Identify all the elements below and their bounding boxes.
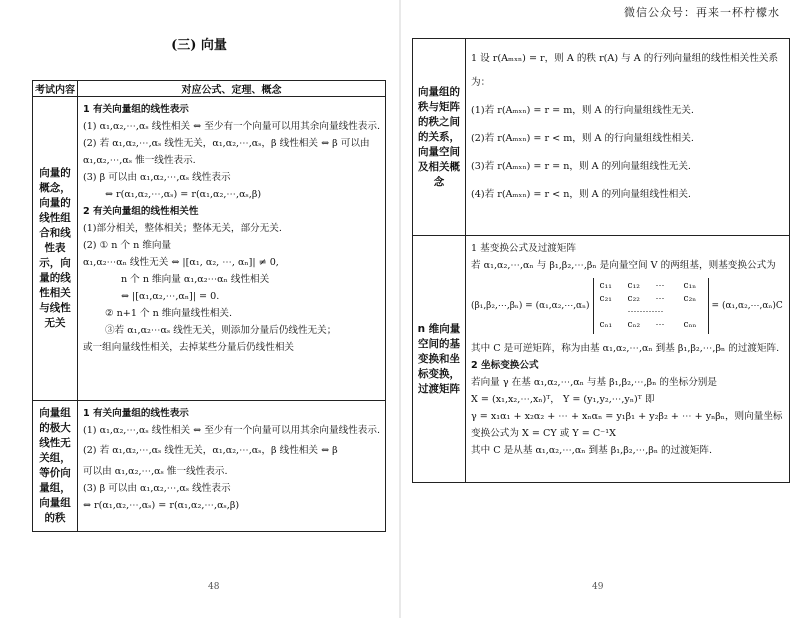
formula-line: (1)若 r(Aₘₓₙ) = r = m，则 A 的行向量组线性无关. xyxy=(471,105,694,116)
left-page xyxy=(0,0,398,618)
formula-line: n 个 n 维向量 α₁,α₂⋯αₙ 线性相关 xyxy=(120,274,270,285)
formula-line: 或一组向量线性相关，去掉某些分量后仍线性相关 xyxy=(82,342,295,353)
formula-line: α₁,α₂⋯αₙ 线性无关 ⇔ |[α₁, α₂, ⋯, αₙ]| ≠ 0, xyxy=(82,257,279,268)
formula-line: (3) β 可以由 α₁,α₂,⋯,αₛ 线性表示 xyxy=(82,483,231,494)
matrix-row xyxy=(600,306,702,319)
matrix-cell: c₁ₙ xyxy=(683,281,697,291)
category-cell xyxy=(413,39,466,236)
formula-line: 1 设 r(Aₘₓₙ) = r，则 A 的秩 r(A) 与 A 的行列向量组的线性相关性关系 xyxy=(471,53,779,64)
col-head-content: 考试内容 xyxy=(33,81,78,97)
formula-line: γ = x₁α₁ + x₂α₂ + ⋯ + xₙαₙ = y₁β₁ + y₂β₂ + ⋯ + yₙβₙ，则向量坐标 xyxy=(471,411,783,422)
formula-line: 若向量 γ 在基 α₁,α₂,⋯,αₙ 与基 β₁,β₂,⋯,βₙ 的坐标分别是 xyxy=(471,377,717,388)
category-cell xyxy=(33,401,78,532)
matrix-cell: ⋯ xyxy=(655,294,665,304)
transition-matrix xyxy=(471,278,784,334)
subheading: 1 有关向量组的线性表示 xyxy=(82,408,189,419)
formula-line: 可以由 α₁,α₂,⋯,αₛ 惟一线性表示. xyxy=(82,466,228,477)
formula-line: (2) 若 α₁,α₂,⋯,αₛ 线性无关，α₁,α₂,⋯,αₛ，β 线性相关 ⇔ β 可以由 xyxy=(82,138,370,149)
watermark: 微信公众号：再来一杯柠檬水 xyxy=(624,6,780,19)
category-label: n 维向量空间的基变换和坐标变换，过渡矩阵 xyxy=(417,322,461,395)
formula-line: (1)部分相关，整体相关；整体无关，部分无关. xyxy=(82,223,282,234)
formula-line: 若 α₁,α₂,⋯,αₙ 与 β₁,β₂,⋯,βₙ 是向量空间 V 的两组基，则基变换公式为 xyxy=(471,260,776,271)
matrix-cell: ⋯ xyxy=(655,281,665,291)
section-title: (三) 向量 xyxy=(171,38,227,53)
formula-line: (2)若 r(Aₘₓₙ) = r < m，则 A 的行向量组线性相关. xyxy=(471,133,694,144)
formula-line: 其中 C 是从基 α₁,α₂,⋯,αₙ 到基 β₁,β₂,⋯,βₙ 的过渡矩阵. xyxy=(471,445,713,456)
page-divider xyxy=(399,0,401,618)
formula-line: (4)若 r(Aₘₓₙ) = r < n，则 A 的列向量组线性相关. xyxy=(471,189,691,200)
formula-cell xyxy=(466,39,790,236)
left-table xyxy=(32,80,386,532)
matrix-grid xyxy=(593,278,709,334)
matrix-cell: c₂₂ xyxy=(627,294,640,304)
formula-line: 其中 C 是可逆矩阵，称为由基 α₁,α₂,⋯,αₙ 到基 β₁,β₂,⋯,βₙ 的过渡矩阵. xyxy=(471,343,780,354)
matrix-cell: cₙ₁ xyxy=(599,320,613,330)
formula-line: 变换公式为 X = CY 或 Y = C⁻¹X xyxy=(471,428,616,439)
formula-line: 为： xyxy=(471,77,491,88)
matrix-cell: cₙₙ xyxy=(683,320,697,330)
formula-cell xyxy=(466,236,790,483)
formula-line: X = (x₁,x₂,⋯,xₙ)ᵀ， Y = (y₁,y₂,⋯,yₙ)ᵀ 即 xyxy=(471,394,655,405)
matrix-lhs: (β₁,β₂,⋯,βₙ) = (α₁,α₂,⋯,αₙ) xyxy=(471,301,590,311)
formula-line: 1 基变换公式及过渡矩阵 xyxy=(471,243,577,254)
category-label: 向量的概念，向量的线性组合和线性表示，向量的线性相关与线性无关 xyxy=(39,167,71,329)
page-number: 48 xyxy=(208,582,220,592)
matrix-cell: cₙ₂ xyxy=(627,320,641,330)
formula-line: ③若 α₁,α₂⋯αₛ 线性无关，则添加分量后仍线性无关； xyxy=(104,325,337,336)
matrix-cell: c₂ₙ xyxy=(683,294,697,304)
formula-line: (3)若 r(Aₘₓₙ) = r = n，则 A 的列向量组线性无关. xyxy=(471,161,691,172)
matrix-rhs: = (α₁,α₂,⋯,αₙ)C xyxy=(711,301,783,311)
formula-line: ② n+1 个 n 维向量线性相关. xyxy=(104,308,233,319)
matrix-cell: c₁₂ xyxy=(627,281,640,291)
matrix-cell xyxy=(600,306,618,319)
matrix-cell: c₁₁ xyxy=(599,281,612,291)
subheading: 2 有关向量组的线性相关性 xyxy=(82,206,199,217)
formula-line: (1) α₁,α₂,⋯,αₛ 线性相关 ⇔ 至少有一个向量可以用其余向量线性表示. xyxy=(82,121,380,132)
category-label: 向量组的秩与矩阵的秩之间的关系，向量空间及相关概念 xyxy=(418,85,460,188)
matrix-row xyxy=(600,280,702,293)
formula-line: (3) β 可以由 α₁,α₂,⋯,αₛ 线性表示 xyxy=(82,172,231,183)
matrix-row xyxy=(600,319,702,332)
formula-line: ⇔ r(α₁,α₂,⋯,αₛ) = r(α₁,α₂,⋯,αₛ,β) xyxy=(82,500,240,511)
formula-line: ⇔ |[α₁,α₂,⋯,αₙ]| = 0. xyxy=(120,291,220,302)
category-label: 向量组的极大线性无关组，等价向量组，向量组的秩 xyxy=(39,407,71,524)
formula-line: (2) ① n 个 n 维向量 xyxy=(82,240,172,251)
subheading: 1 有关向量组的线性表示 xyxy=(82,104,189,115)
category-cell xyxy=(33,97,78,401)
right-table xyxy=(412,38,790,483)
matrix-cell: ⋯ xyxy=(655,320,665,330)
formula-line: (1) α₁,α₂,⋯,αₛ 线性相关 ⇔ 至少有一个向量可以用其余向量线性表示. xyxy=(82,425,380,436)
page-number: 49 xyxy=(592,582,604,592)
matrix-cell: ⋯⋯⋯⋯ xyxy=(627,307,664,317)
formula-line: (2) 若 α₁,α₂,⋯,αₛ 线性无关，α₁,α₂,⋯,αₛ，β 线性相关 ⇔ β xyxy=(82,445,338,456)
formula-cell xyxy=(77,401,385,532)
formula-line: ⇔ r(α₁,α₂,⋯,αₛ) = r(α₁,α₂,⋯,αₛ,β) xyxy=(104,189,262,200)
col-head-formula: 对应公式、定理、概念 xyxy=(77,81,385,97)
subheading: 2 坐标变换公式 xyxy=(471,360,539,371)
right-page xyxy=(402,0,800,618)
matrix-row xyxy=(600,293,702,306)
formula-cell xyxy=(77,97,385,401)
formula-line: α₁,α₂,⋯,αₛ 惟一线性表示. xyxy=(82,155,196,166)
matrix-cell: c₂₁ xyxy=(599,294,612,304)
category-cell xyxy=(413,236,466,483)
